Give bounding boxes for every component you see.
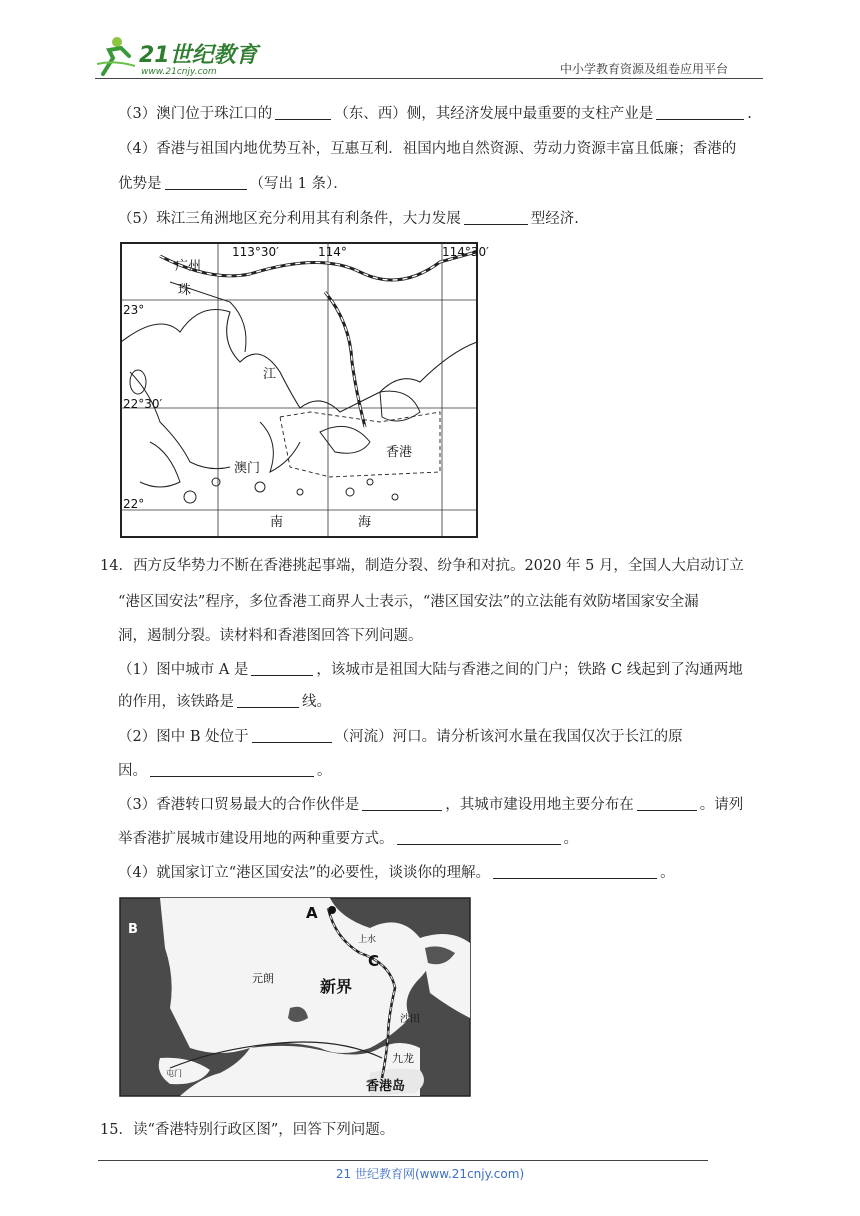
q14-stem-3: 洞，遏制分裂。读材料和香港图回答下列问题。 (118, 628, 423, 644)
q14-part1: （1）图中城市 A 是 ，该城市是祖国大陆与香港之间的门户；铁路 C 线起到了沟通两地 (118, 662, 743, 678)
label-aomen: 澳门 (234, 461, 261, 476)
q14-part1-cont: 的作用，该铁路是 线。 (118, 694, 331, 710)
q14-part2: （2）图中 B 处位于 （河流）河口。请分析该河水量在我国仅次于长江的原 (118, 729, 683, 745)
hong-kong-map (120, 898, 470, 1096)
label-a: A (306, 904, 318, 922)
answer-blank[interactable] (493, 864, 657, 879)
q14-stem-2: “港区国安法”程序，多位香港工商界人士表示，“港区国安法”的立法能有效防堵国家安全漏 (118, 594, 699, 610)
label-c: C (368, 952, 380, 970)
answer-blank[interactable] (656, 105, 744, 120)
lon-114: 114° (318, 245, 347, 259)
runner-icon (97, 37, 135, 74)
label-yuanlang: 元朗 (252, 972, 274, 985)
answer-blank[interactable] (397, 830, 561, 845)
q15-stem: 15．读“香港特别行政区图”，回答下列问题。 (100, 1122, 395, 1138)
label-shatian: 沙田 (400, 1014, 420, 1025)
svg-text:21世纪教育: 21世纪教育 (139, 43, 258, 68)
label-nan: 南 (270, 515, 284, 530)
label-tunmen: 屯门 (166, 1069, 182, 1078)
label-xinjie: 新界 (320, 977, 353, 996)
answer-blank[interactable] (252, 728, 332, 743)
label-guangzhou: 广州 (175, 259, 202, 274)
lon-113-30: 113°30′ (232, 245, 279, 259)
answer-blank[interactable] (251, 661, 313, 676)
answer-blank[interactable] (275, 105, 331, 120)
footer-link[interactable]: 21 世纪教育网(www.21cnjy.com) (335, 1167, 525, 1181)
platform-name: 中小学教育资源及组卷应用平台 (560, 62, 729, 76)
lat-22-30: 22°30′ (123, 397, 163, 411)
label-zhu: 珠 (178, 283, 192, 298)
header-rule (95, 78, 763, 79)
answer-blank[interactable] (464, 210, 528, 225)
label-hai: 海 (358, 515, 372, 530)
lat-23: 23° (123, 303, 145, 317)
q13-part4: （4）香港与祖国内地优势互补，互惠互利．祖国内地自然资源、劳动力资源丰富且低廉；香港的 (118, 141, 737, 157)
lon-114-30: 114°30′ (442, 245, 489, 259)
q14-part3-cont: 举香港扩展城市建设用地的两种重要方式。 。 (118, 831, 578, 847)
answer-blank[interactable] (637, 796, 697, 811)
answer-blank[interactable] (150, 762, 314, 777)
q14-stem-1: 14．西方反华势力不断在香港挑起事端，制造分裂、纷争和对抗。2020 年 5 月，全国人大启动订立 (100, 558, 744, 574)
answer-blank[interactable] (237, 693, 299, 708)
q14-part4: （4）就国家订立“港区国安法”的必要性，谈谈你的理解。 。 (118, 865, 675, 881)
lat-22: 22° (123, 497, 145, 511)
q13-part5: （5）珠江三角洲地区充分利用其有利条件，大力发展 型经济. (118, 211, 579, 227)
q13-part4-cont: 优势是 （写出 1 条）． (118, 176, 348, 192)
svg-text:www.21cnjy.com: www.21cnjy.com (141, 67, 217, 77)
footer-rule (98, 1160, 708, 1161)
label-xianggang: 香港 (386, 445, 413, 460)
label-shangshui: 上水 (358, 935, 377, 945)
q13-part3: （3）澳门位于珠江口的 （东、西）侧，其经济发展中最重要的支柱产业是 . (118, 106, 752, 122)
label-xianggangdao: 香港岛 (366, 1079, 406, 1094)
label-jiang: 江 (263, 367, 277, 382)
site-logo (95, 34, 265, 78)
q14-part2-cont: 因。 。 (118, 763, 332, 779)
label-b: B (128, 922, 138, 937)
answer-blank[interactable] (362, 796, 442, 811)
answer-blank[interactable] (165, 175, 247, 190)
pearl-river-delta-map (120, 242, 489, 538)
q14-part3: （3）香港转口贸易最大的合作伙伴是 ，其城市建设用地主要分布在 。请列 (118, 797, 744, 813)
label-jiulong: 九龙 (392, 1052, 414, 1065)
